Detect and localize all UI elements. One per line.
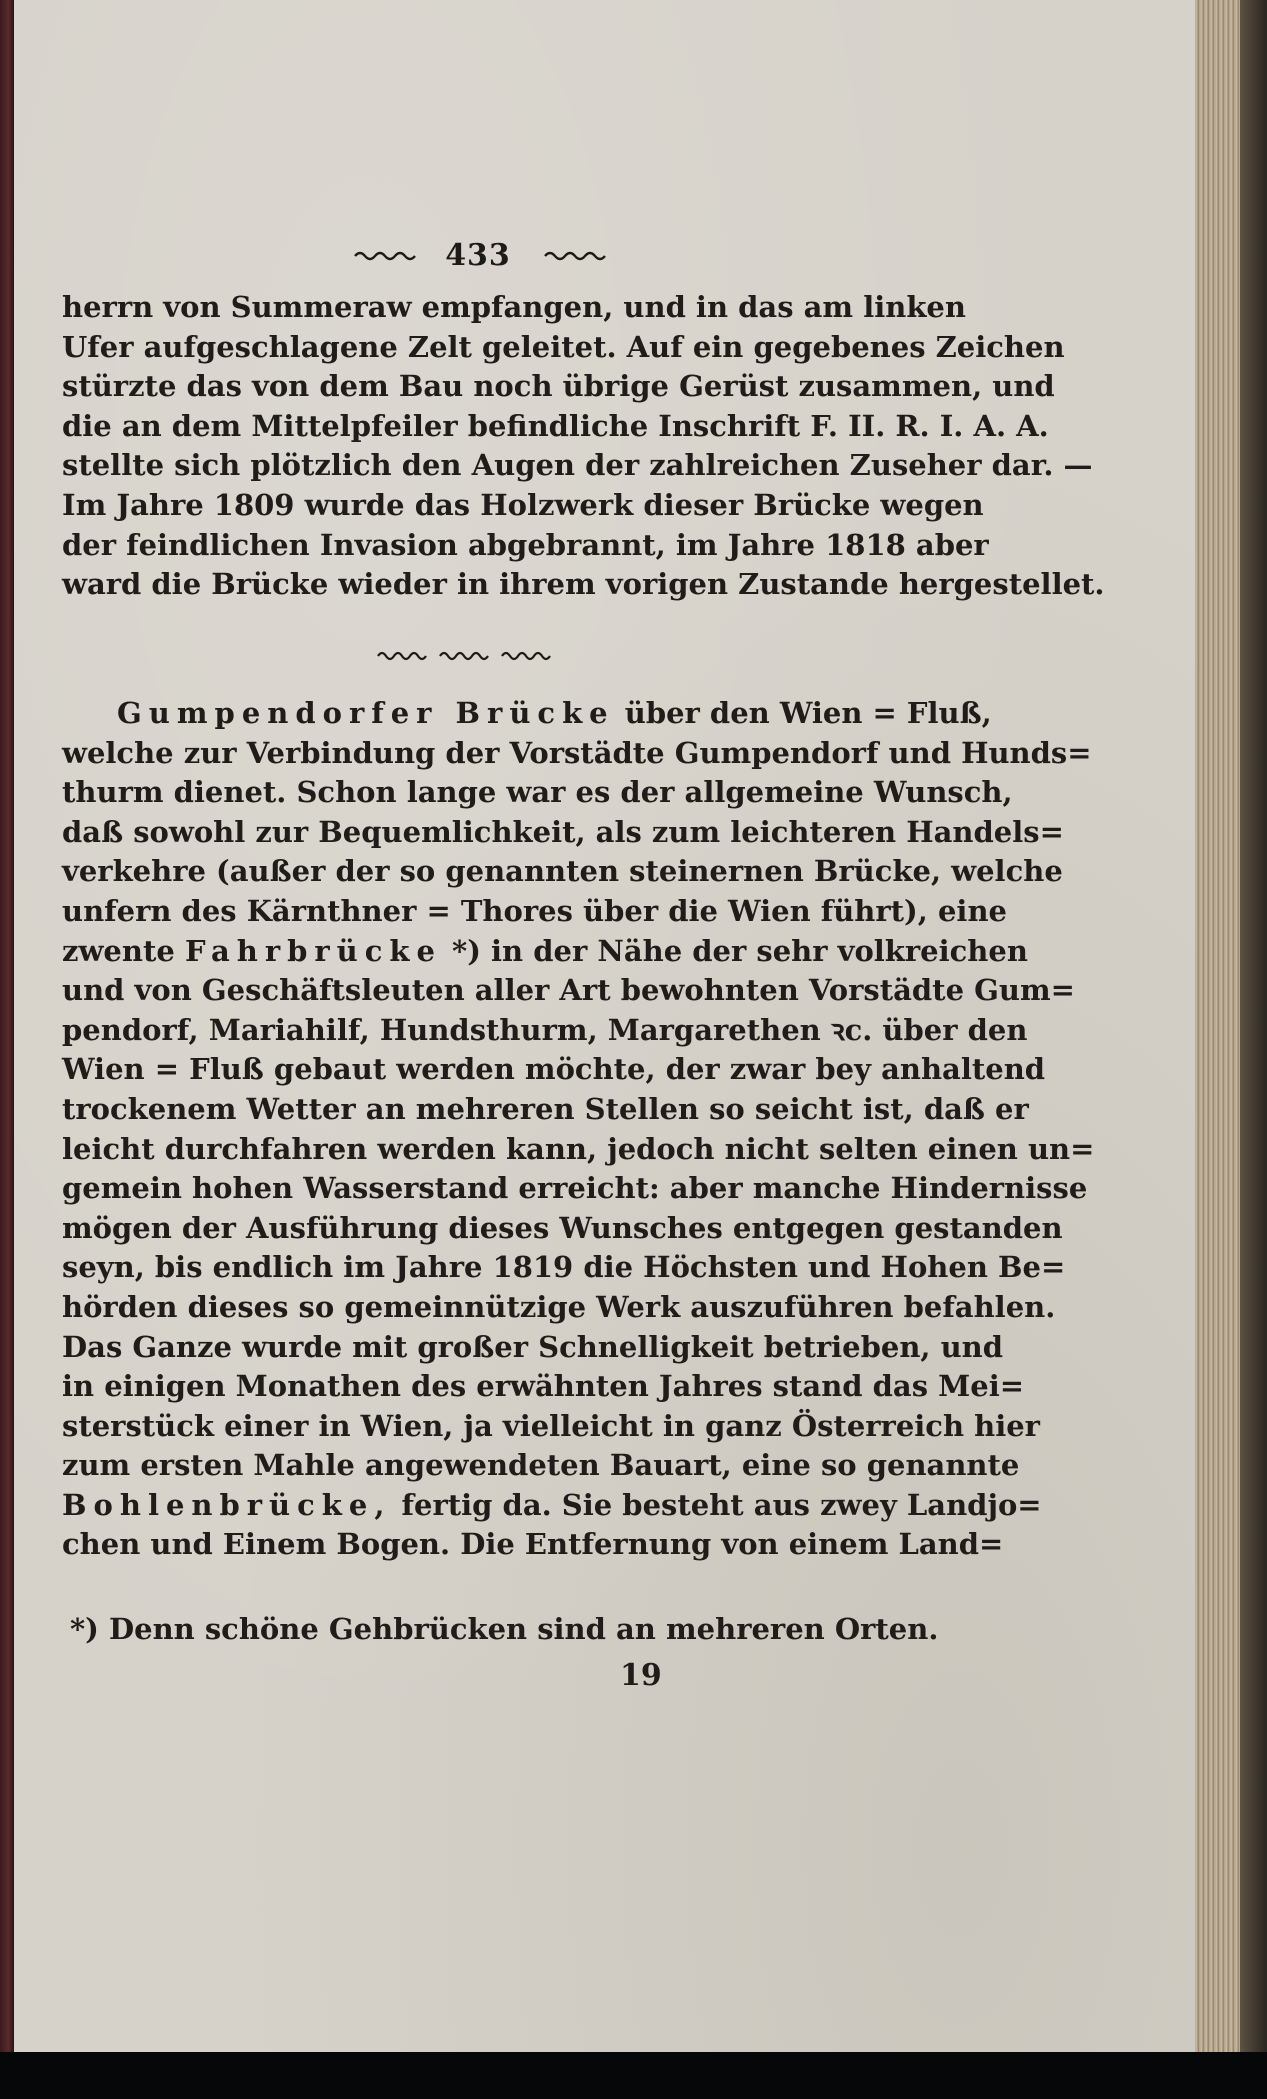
text-line-first xyxy=(62,694,992,734)
text-line: verkehre (außer der so genannten steinernen Brücke, welche xyxy=(62,854,1063,889)
text-line: leicht durchfahren werden kann, jedoch nicht selten einen un= xyxy=(62,1131,1095,1166)
text-line: zum ersten Mahle angewendeten Bauart, eine so genannte xyxy=(62,1448,1020,1483)
text-line: welche zur Verbindung der Vorstädte Gumpendorf und Hunds= xyxy=(62,735,1092,770)
text-fragment: zwente xyxy=(62,933,175,968)
ornament-wave-right xyxy=(545,250,605,260)
text-fragment: *) in der Nähe der sehr volkreichen xyxy=(452,933,1028,968)
running-header xyxy=(355,238,605,278)
text-line: Ufer aufgeschlagene Zelt geleitet. Auf ein gegebenes Zeichen xyxy=(62,329,1065,364)
ornament-wave-left xyxy=(355,250,415,260)
page-edges-shadow xyxy=(1240,0,1267,2060)
bottom-shadow xyxy=(0,2052,1267,2099)
text-line: mögen der Ausführung dieses Wunsches entgegen gestanden xyxy=(62,1210,1063,1245)
footnote: *) Denn schöne Gehbrücken sind an mehreren Orten. xyxy=(70,1612,939,1646)
text-line: pendorf, Mariahilf, Hundsthurm, Margarethen ꝛc. über den xyxy=(62,1012,1028,1047)
text-line: stellte sich plötzlich den Augen der zahlreichen Zuseher dar. — xyxy=(62,448,1093,483)
paragraph-2 xyxy=(62,694,1095,1565)
text-line: sterstück einer in Wien, ja vielleicht in ganz Österreich hier xyxy=(62,1408,1040,1443)
signature-mark: 19 xyxy=(620,1658,662,1693)
book-binding xyxy=(0,0,14,2099)
text-line-bohlenbruecke xyxy=(62,1486,1042,1526)
text-line-fahrbruecke xyxy=(62,932,1028,972)
text-line: trockenem Wetter an mehreren Stellen so seicht ist, daß er xyxy=(62,1091,1029,1126)
text-line: hörden dieses so gemeinnützige Werk auszuführen befahlen. xyxy=(62,1289,1056,1324)
text-line: seyn, bis endlich im Jahre 1819 die Höchsten und Hohen Be= xyxy=(62,1250,1066,1285)
text-line: unfern des Kärnthner = Thores über die Wien führt), eine xyxy=(62,893,1007,928)
text-line: herrn von Summeraw empfangen, und in das am linken xyxy=(62,290,966,324)
text-line: thurm dienet. Schon lange war es der allgemeine Wunsch, xyxy=(62,775,1013,810)
text-line: in einigen Monathen des erwähnten Jahres stand das Mei= xyxy=(62,1369,1025,1404)
text-line: gemein hohen Wasserstand erreicht: aber manche Hindernisse xyxy=(62,1171,1088,1206)
section-separator xyxy=(378,648,558,660)
term-fahrbruecke: Fahrbrücke xyxy=(184,933,442,968)
text-fragment: fertig da. Sie besteht aus zwey Landjo= xyxy=(401,1487,1042,1522)
text-line: stürzte das von dem Bau noch übrige Gerüst zusammen, und xyxy=(62,369,1055,404)
text-line: Wien = Fluß gebaut werden möchte, der zwar bey anhaltend xyxy=(62,1052,1046,1087)
text-line: die an dem Mittelpfeiler befindliche Inschrift F. II. R. I. A. A. xyxy=(62,408,1049,443)
text-line: chen und Einem Bogen. Die Entfernung von einem Land= xyxy=(62,1527,1004,1562)
term-bohlenbruecke: Bohlenbrücke, xyxy=(62,1487,392,1522)
paragraph-1 xyxy=(62,288,1105,605)
page-number: 433 xyxy=(445,238,511,273)
text-line: ward die Brücke wieder in ihrem vorigen Zustande hergestellet. xyxy=(62,567,1105,602)
text-line: daß sowohl zur Bequemlichkeit, als zum leichteren Handels= xyxy=(62,814,1064,849)
text-fragment: über den Wien = Fluß, xyxy=(624,696,992,730)
text-line: Im Jahre 1809 wurde das Holzwerk dieser Brücke wegen xyxy=(62,487,984,522)
text-line: Das Ganze wurde mit großer Schnelligkeit betrieben, und xyxy=(62,1329,1004,1364)
text-line: und von Geschäftsleuten aller Art bewohnten Vorstädte Gum= xyxy=(62,973,1075,1008)
text-line: der feindlichen Invasion abgebrannt, im Jahre 1818 aber xyxy=(62,527,989,562)
bridge-name: Gumpendorfer Brücke xyxy=(117,696,615,730)
